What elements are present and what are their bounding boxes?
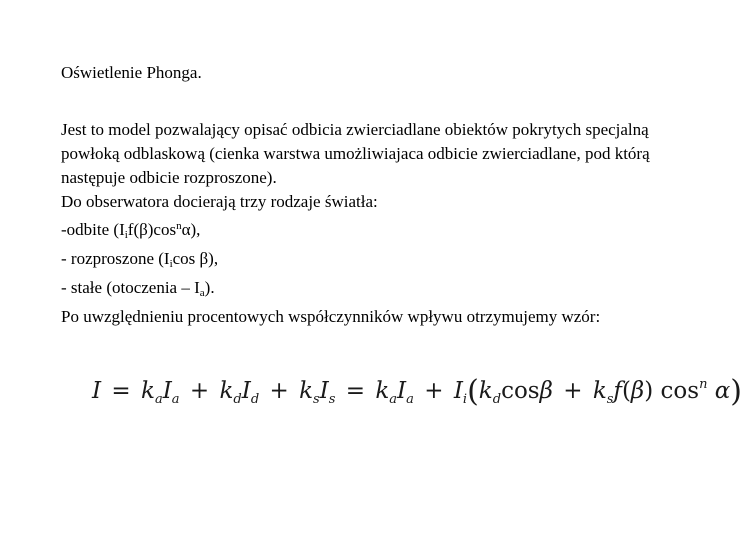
formula-symbol: I <box>162 378 172 404</box>
formula-operator: = <box>345 378 366 404</box>
formula-operator: + <box>189 378 210 404</box>
item-text: - rozproszone (I <box>61 249 170 268</box>
paragraph-light-types: Do obserwatora docierają trzy rodzaje światła: <box>61 192 378 211</box>
subscript: i <box>169 258 173 270</box>
formula-subscript: s <box>606 392 614 407</box>
formula-function: cos <box>660 378 700 404</box>
item-text: f(β)cos <box>127 220 177 239</box>
formula-subscript: a <box>171 392 180 407</box>
formula-subscript: s <box>328 392 336 407</box>
formula-paren: ( <box>467 374 479 409</box>
formula-symbol: k <box>219 378 234 404</box>
slide-title: Oświetlenie Phonga. <box>61 63 202 82</box>
formula-symbol: α <box>714 378 731 404</box>
item-text: ). <box>204 278 215 297</box>
formula-symbol: I <box>319 378 329 404</box>
formula-subscript: d <box>492 392 502 407</box>
formula-function: cos <box>501 378 540 404</box>
formula-symbol: I <box>397 378 407 404</box>
formula-symbol: I <box>241 378 251 404</box>
formula-subscript: a <box>154 392 163 407</box>
formula-symbol: k <box>141 378 155 404</box>
formula-paren: ( <box>621 378 631 404</box>
paragraph-formula-intro: Po uwzględnieniu procentowych współczynników wpływu otrzymujemy wzór: <box>61 307 601 326</box>
formula-subscript: s <box>313 392 320 407</box>
formula-subscript: d <box>250 392 260 407</box>
formula-symbol: k <box>592 378 607 404</box>
formula-subscript: d <box>233 392 242 407</box>
formula-subscript: a <box>406 392 414 407</box>
formula-symbol: I <box>453 378 463 404</box>
superscript: n <box>176 220 182 232</box>
formula-operator: + <box>424 378 444 404</box>
formula-symbol: f <box>613 378 622 404</box>
formula-operator: + <box>269 378 289 404</box>
phong-formula <box>92 365 742 420</box>
formula-symbol: β <box>539 378 553 404</box>
item-text: -odbite (I <box>61 220 125 239</box>
formula-symbol: β <box>630 378 645 404</box>
subscript: i <box>124 229 128 241</box>
body-text <box>61 118 671 329</box>
formula-symbol: I <box>92 378 102 404</box>
formula-paren: ) <box>730 374 742 409</box>
formula-symbol: k <box>299 378 313 404</box>
formula-superscript: n <box>699 377 708 392</box>
list-item-diffuse <box>61 247 671 276</box>
formula-operator: + <box>563 378 583 404</box>
formula-subscript: i <box>462 392 468 407</box>
subscript: a <box>199 287 205 299</box>
formula-symbol: k <box>478 378 493 404</box>
item-text: α), <box>181 220 201 239</box>
paragraph-intro: Jest to model pozwalający opisać odbicia zwierciadlane obiektów pokrytych specjalną powłoką odblaskową (cienka warstwa umożliwiajaca odbicie zwierciadlane, pod którą następuje odbicie rozproszone). <box>61 120 650 187</box>
list-item-reflected <box>61 214 671 247</box>
formula-operator: = <box>111 378 131 404</box>
formula-paren: ) <box>644 378 654 404</box>
item-text: cos β), <box>172 249 219 268</box>
formula-symbol: k <box>375 378 390 404</box>
item-text: - stałe (otoczenia – I <box>61 278 200 297</box>
list-item-ambient <box>61 276 671 305</box>
formula-subscript: a <box>389 392 398 407</box>
